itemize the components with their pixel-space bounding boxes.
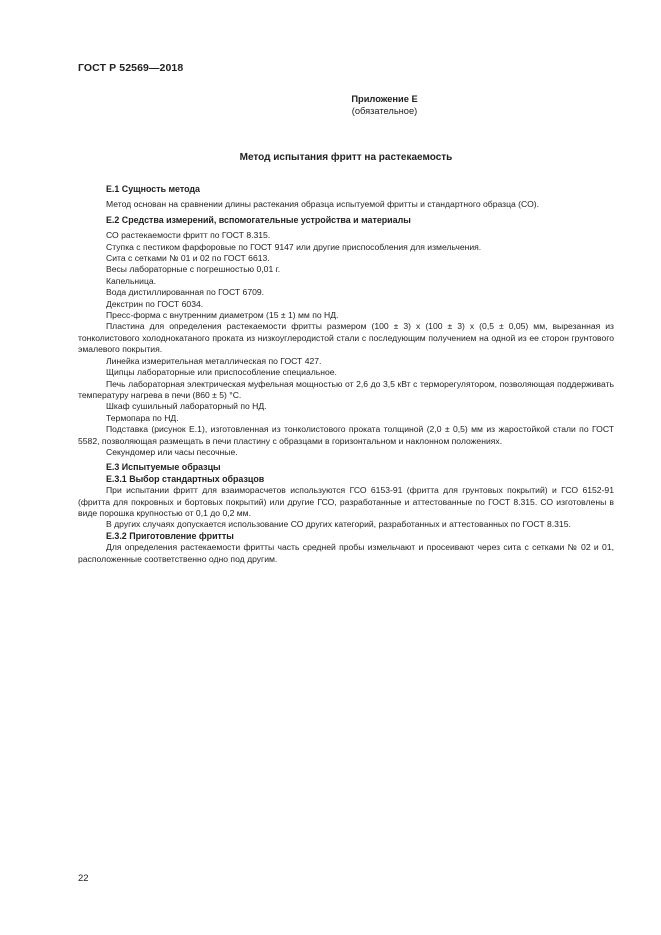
main-title: Метод испытания фритт на растекаемость <box>239 152 453 163</box>
section-e1-heading: Е.1 Сущность метода <box>106 184 200 194</box>
e2-item: Сита с сетками № 01 и 02 по ГОСТ 6613. <box>106 253 270 264</box>
e2-item: Линейка измерительная металлическая по ГОСТ 427. <box>106 355 322 366</box>
appendix-status: (обязательное) <box>351 106 418 116</box>
e2-item: Секундомер или часы песочные. <box>106 446 238 457</box>
section-e32-heading: Е.3.2 Приготовление фритты <box>106 530 234 541</box>
e2-item: Пластина для определения растекаемости фритты размером (100 ± 3) x (100 ± 3) x (0,5 ± 0,05) мм, вырезанная из тонколистового холоднокатаного проката из низкоуглеродистой стали с последующим получением на одной из ее сторон грунтового эмалевого покрытия. <box>78 321 614 355</box>
section-e1-text: Метод основан на сравнении длины растекания образца испытуемой фритты и стандартного образца (СО). <box>106 199 539 210</box>
section-e2-heading: Е.2 Средства измерений, вспомогательные устройства и материалы <box>106 214 411 225</box>
e2-item: Капельница. <box>106 275 157 286</box>
e2-item: Подставка (рисунок Е.1), изготовленная из тонколистового проката толщиной (2,0 ± 0,5) мм из жаростойкой стали по ГОСТ 5582, позволяющая размещать в печи пластину с образцами в горизонтальном и наклонном положениях. <box>78 424 614 446</box>
e2-item: Весы лабораторные с погрешностью 0,01 г. <box>106 264 281 275</box>
e2-item: Вода дистиллированная по ГОСТ 6709. <box>106 287 265 298</box>
e2-item: Декстрин по ГОСТ 6034. <box>106 298 204 309</box>
section-e31-paragraph: В других случаях допускается использование СО других категорий, разработанных и аттестованных по ГОСТ 8.315. <box>106 519 571 530</box>
e2-item: СО растекаемости фритт по ГОСТ 8.315. <box>106 230 271 241</box>
e2-item: Ступка с пестиком фарфоровые по ГОСТ 9147 или другие приспособления для измельчения. <box>106 241 482 252</box>
e2-item: Печь лабораторная электрическая муфельная мощностью от 2,6 до 3,5 кВт с терморегулятором, позволяющая поддерживать температуру нагрева в печи (860 ± 5) °С. <box>78 378 614 400</box>
section-e31-paragraph: При испытании фритт для взаиморасчетов используются ГСО 6153-91 (фритта для грунтовых покрытий) и ГСО 6152-91 (фритта для покровных и бортовых покрытий) или другие ГСО, разработанные и аттестованные по ГОСТ 8.315. СО изготовлены в виде порошка крупностью от 0,1 до 0,2 мм. <box>78 485 614 518</box>
section-e3-heading: Е.3 Испытуемые образцы <box>106 462 221 473</box>
e2-item: Пресс-форма с внутренним диаметром (15 ± 1) мм по НД. <box>106 310 339 321</box>
e2-item: Шкаф сушильный лабораторный по НД. <box>106 401 267 412</box>
page-number: 22 <box>78 873 89 884</box>
e2-item: Термопара по НД. <box>106 412 179 423</box>
e2-item: Щипцы лабораторные или приспособление специальное. <box>106 367 337 378</box>
appendix-title: Приложение Е <box>351 94 418 104</box>
appendix-heading <box>78 93 661 117</box>
section-e31-heading: Е.3.1 Выбор стандартных образцов <box>106 473 265 484</box>
section-e32-paragraph: Для определения растекаемости фритты часть средней пробы измельчают и просеивают через сита с сетками № 02 и 01, расположенные соответственно одно под другим. <box>78 542 614 564</box>
document-id-header: ГОСТ Р 52569—2018 <box>78 62 184 74</box>
document-body <box>78 184 614 565</box>
